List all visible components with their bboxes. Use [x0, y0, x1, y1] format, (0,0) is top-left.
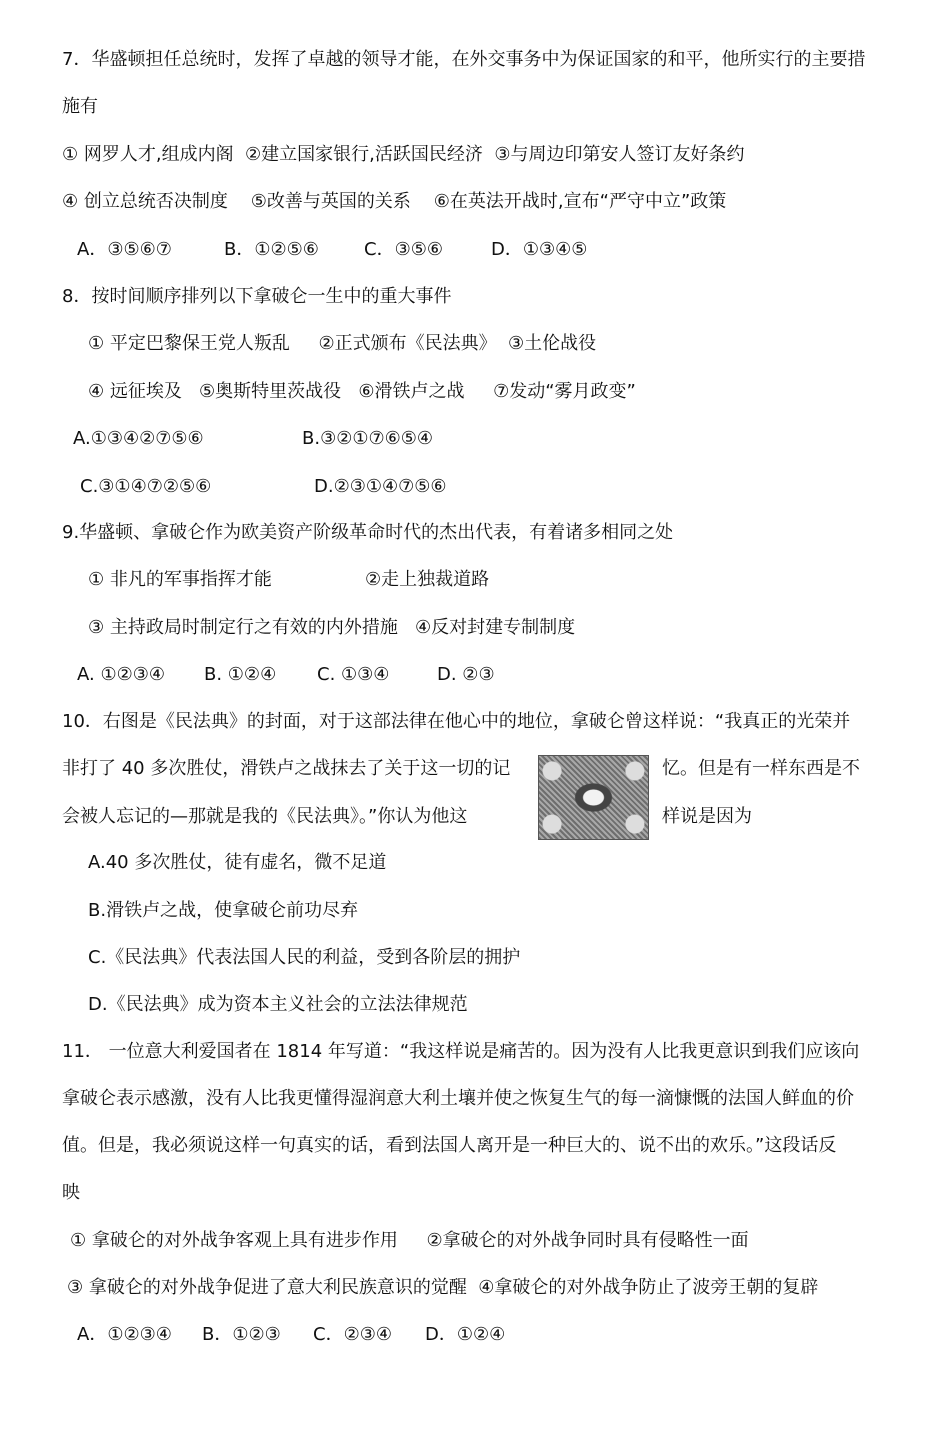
q10-stem-line2-left: 非打了 40 多次胜仗，滑铁卢之战抹去了关于这一切的记 [62, 758, 511, 779]
q8-items-line2: ④ 远征埃及 ⑤奥斯特里茨战役 ⑥滑铁卢之战 ⑦发动“雾月政变” [88, 381, 636, 402]
q8-stem: 8．按时间顺序排列以下拿破仑一生中的重大事件 [62, 286, 452, 307]
q7-option-b[interactable]: B．①②⑤⑥ [224, 239, 319, 260]
q11-option-c[interactable]: C．②③④ [313, 1324, 392, 1345]
q10-stem-line1: 10．右图是《民法典》的封面，对于这部法律在他心中的地位，拿破仑曾这样说：“我真正的光荣并 [62, 711, 851, 732]
q10-stem-line3-left: 会被人忘记的—那就是我的《民法典》。”你认为他这 [62, 806, 468, 827]
q11-stem-line2: 拿破仑表示感激，没有人比我更懂得湿润意大利土壤并使之恢复生气的每一滴慷慨的法国人鲜血的价 [62, 1088, 854, 1109]
q9-option-b[interactable]: B. ①②④ [204, 664, 277, 685]
q9-stem: 9.华盛顿、拿破仑作为欧美资产阶级革命时代的杰出代表，有着诸多相同之处 [62, 522, 674, 543]
q9-option-c[interactable]: C. ①③④ [317, 664, 390, 685]
q10-option-b[interactable]: B.滑铁卢之战，使拿破仑前功尽弃 [88, 900, 359, 921]
q9-option-d[interactable]: D. ②③ [437, 664, 495, 685]
q9-item-1: ① 非凡的军事指挥才能 [88, 569, 272, 590]
q10-option-c[interactable]: C.《民法典》代表法国人民的利益，受到各阶层的拥护 [88, 947, 521, 968]
q7-stem-line1: 7．华盛顿担任总统时，发挥了卓越的领导才能，在外交事务中为保证国家的和平，他所实行的主要措 [62, 49, 866, 70]
q8-option-c[interactable]: C.③①④⑦②⑤⑥ [80, 476, 212, 497]
q9-option-a[interactable]: A. ①②③④ [77, 664, 165, 685]
q11-option-d[interactable]: D．①②④ [425, 1324, 506, 1345]
q10-stem-line3-right: 样说是因为 [662, 806, 752, 827]
q7-items-line1: ① 网罗人才,组成内阁 ②建立国家银行,活跃国民经济 ③与周边印第安人签订友好条约 [62, 144, 745, 165]
q7-stem-line2: 施有 [62, 96, 98, 117]
q10-option-d[interactable]: D.《民法典》成为资本主义社会的立法法律规范 [88, 994, 468, 1015]
q7-items-line2: ④ 创立总统否决制度 ⑤改善与英国的关系 ⑥在英法开战时,宣布“严守中立”政策 [62, 191, 727, 212]
q9-item-2: ②走上独裁道路 [365, 569, 490, 590]
q9-items-line2: ③ 主持政局时制定行之有效的内外措施 ④反对封建专制制度 [88, 617, 576, 638]
q7-option-a[interactable]: A．③⑤⑥⑦ [77, 239, 172, 260]
q11-items-line2: ③ 拿破仑的对外战争促进了意大利民族意识的觉醒 ④拿破仑的对外战争防止了波旁王朝的复辟 [67, 1277, 819, 1298]
q11-stem-line4: 映 [62, 1182, 80, 1203]
civil-code-cover-image [538, 755, 649, 840]
q8-option-a[interactable]: A.①③④②⑦⑤⑥ [73, 428, 204, 449]
q8-option-d[interactable]: D.②③①④⑦⑤⑥ [314, 476, 447, 497]
q8-items-line1: ① 平定巴黎保王党人叛乱 ②正式颁布《民法典》 ③土伦战役 [88, 333, 597, 354]
q7-option-d[interactable]: D．①③④⑤ [491, 239, 588, 260]
q11-option-b[interactable]: B．①②③ [202, 1324, 281, 1345]
q7-option-c[interactable]: C．③⑤⑥ [364, 239, 443, 260]
q11-stem-line3: 值。但是，我必须说这样一句真实的话，看到法国人离开是一种巨大的、说不出的欢乐。”这段话反 [62, 1135, 837, 1156]
q10-option-a[interactable]: A.40 多次胜仗，徒有虚名，微不足道 [88, 852, 387, 873]
q11-stem-line1: 11． 一位意大利爱国者在 1814 年写道：“我这样说是痛苦的。因为没有人比我更意识到我们应该向 [62, 1041, 860, 1062]
q11-option-a[interactable]: A．①②③④ [77, 1324, 172, 1345]
q8-option-b[interactable]: B.③②①⑦⑥⑤④ [302, 428, 434, 449]
q10-stem-line2-right: 忆。但是有一样东西是不 [662, 758, 860, 779]
q11-items-line1: ① 拿破仑的对外战争客观上具有进步作用 ②拿破仑的对外战争同时具有侵略性一面 [70, 1230, 749, 1251]
